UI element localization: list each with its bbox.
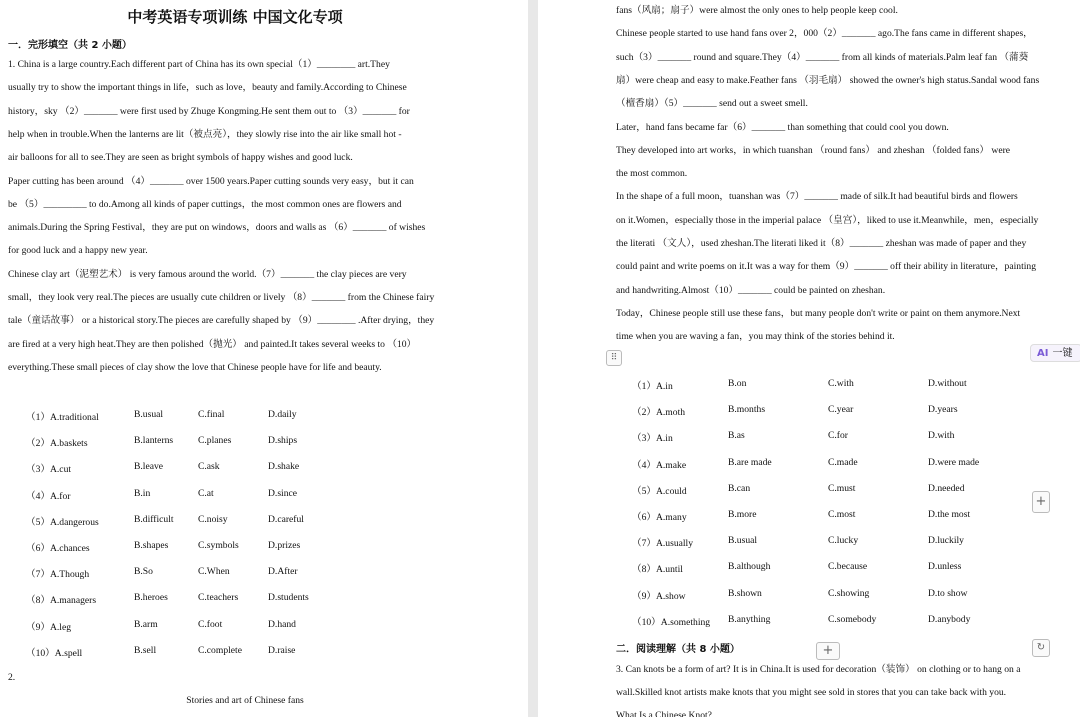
- option-item: （4）A.for: [26, 490, 71, 502]
- section-reading-heading: 二．阅读理解（共 8 小题）: [616, 644, 740, 655]
- text-line: tale（童话故事） or a historical story.The pieces are carefully shaped by （9）________ .After drying，they: [8, 315, 435, 327]
- text-line: be （5）_________ to do.Among all kinds of paper cuttings，the most common ones are flowers and: [8, 198, 402, 210]
- option-item: C.lucky: [828, 535, 859, 547]
- text-line: 3. Can knots be a form of art? It is in China.It is used for decoration（装饰） on clothing or to hang on a: [616, 664, 1021, 675]
- option-item: D.luckily: [928, 535, 964, 547]
- left-page: [0, 0, 528, 717]
- option-item: C.final: [198, 409, 225, 420]
- text-line: are fired at a very high heat.They are then polished（抛光） and painted.It takes several weeks to （10）: [8, 338, 417, 350]
- option-item: （9）A.show: [632, 590, 686, 602]
- side-add-button[interactable]: +: [1032, 491, 1050, 513]
- option-item: B.in: [134, 487, 151, 499]
- text-line: 扇）were cheap and easy to make.Feather fans （羽毛扇） showed the owner's high status.Sandal wood fans: [616, 74, 1040, 86]
- option-item: B.arm: [134, 618, 158, 630]
- option-item: （1）A.traditional: [26, 412, 99, 423]
- option-item: C.must: [828, 482, 856, 494]
- option-item: C.for: [828, 430, 848, 442]
- text-line: （檀香扇）（5）_______ send out a sweet smell.: [616, 98, 808, 110]
- option-item: B.months: [728, 404, 766, 416]
- option-item: C.year: [828, 404, 854, 416]
- option-item: B.heroes: [134, 592, 168, 604]
- add-block-button[interactable]: +: [816, 642, 840, 660]
- ai-assistant-button[interactable]: [1030, 344, 1080, 362]
- document-title: 中考英语专项训练 中国文化专项: [127, 8, 343, 26]
- option-item: C.at: [198, 487, 214, 499]
- text-line: air balloons for all to see.They are seen as bright symbols of happy wishes and good luck.: [8, 152, 353, 164]
- text-line: small，they look very real.The pieces are usually cute children or lively （8）_______ from the Chinese fairy: [8, 292, 435, 303]
- option-item: B.shown: [728, 587, 762, 599]
- text-line: for good luck and a happy new year.: [8, 245, 148, 257]
- option-item: （3）A.in: [632, 433, 673, 445]
- text-line: the most common.: [616, 168, 688, 180]
- question-2-number: 2.: [8, 672, 16, 683]
- option-item: B.on: [728, 378, 747, 389]
- text-line: wall.Skilled knot artists make knots that you might see sold in stores that you can take back with you.: [616, 687, 1007, 698]
- option-item: C.symbols: [198, 540, 239, 551]
- option-item: D.shake: [268, 461, 300, 473]
- option-item: （5）A.could: [632, 485, 687, 497]
- option-item: B.shapes: [134, 540, 169, 551]
- text-line: history，sky （2）_______ were first used by Zhuge Kongming.He sent them out to （3）_______ for: [8, 105, 410, 117]
- option-item: D.ships: [268, 435, 298, 447]
- option-item: C.noisy: [198, 513, 228, 525]
- option-item: C.planes: [198, 435, 232, 447]
- option-item: B.leave: [134, 461, 164, 473]
- text-line: Chinese clay art（泥塑艺术） is very famous around the world.（7）_______ the clay pieces are very: [8, 268, 407, 280]
- option-item: B.are made: [728, 456, 772, 468]
- option-item: C.foot: [198, 618, 223, 630]
- option-item: B.anything: [728, 613, 771, 625]
- ai-text: 一键: [1052, 348, 1073, 359]
- text-line: Chinese people started to use hand fans over 2，000（2）_______ ago.The fans came in different shapes，: [616, 28, 1033, 40]
- option-item: C.complete: [198, 644, 242, 656]
- option-item: （2）A.moth: [632, 407, 686, 419]
- option-item: D.careful: [268, 513, 304, 525]
- option-item: B.although: [728, 561, 771, 573]
- option-item: B.more: [728, 509, 757, 520]
- option-item: C.with: [828, 378, 854, 389]
- option-item: D.were made: [928, 456, 980, 468]
- option-item: （3）A.cut: [26, 464, 72, 476]
- text-line: fans（风扇；扇子）were almost the only ones to help people keep cool.: [616, 5, 898, 16]
- option-item: B.lanterns: [134, 435, 174, 447]
- option-item: D.with: [928, 430, 955, 442]
- option-item: （8）A.until: [632, 564, 683, 576]
- option-item: （5）A.dangerous: [26, 516, 99, 528]
- text-line: the literati （文人），used zheshan.The literati liked it（8）_______ zheshan was made of paper and they: [616, 238, 1027, 249]
- option-item: B.So: [134, 566, 153, 578]
- option-item: （9）A.leg: [26, 621, 72, 633]
- option-item: B.sell: [134, 644, 157, 656]
- option-item: （1）A.in: [632, 381, 673, 392]
- option-item: C.ask: [198, 461, 220, 473]
- option-item: （7）A.usually: [632, 538, 694, 550]
- corner-tool-icon[interactable]: ↻: [1032, 639, 1050, 657]
- text-line: and handwriting.Almost（10）_______ could be painted on zheshan.: [616, 284, 886, 296]
- option-item: （10）A.something: [632, 616, 711, 628]
- option-item: B.difficult: [134, 513, 174, 525]
- option-item: D.hand: [268, 618, 296, 630]
- option-item: C.When: [198, 566, 230, 578]
- option-item: B.as: [728, 430, 745, 442]
- text-line: animals.During the Spring Festival，they are put on windows，doors and walls as （6）_______ of wishes: [8, 222, 426, 234]
- option-item: D.since: [268, 487, 298, 499]
- option-item: D.After: [268, 566, 298, 578]
- option-item: D.years: [928, 404, 958, 416]
- option-item: D.anybody: [928, 613, 971, 625]
- text-line: 1. China is a large country.Each different part of China has its own special（1）________ art.They: [8, 59, 390, 70]
- text-line: help when in trouble.When the lanterns are lit（被点亮），they slowly rise into the air like small hot -: [8, 128, 402, 140]
- option-item: C.teachers: [198, 592, 239, 604]
- option-item: C.because: [828, 561, 868, 573]
- option-item: D.prizes: [268, 540, 301, 551]
- option-item: D.unless: [928, 561, 962, 573]
- option-item: C.made: [828, 456, 858, 468]
- option-item: B.usual: [728, 535, 758, 547]
- option-item: D.needed: [928, 482, 965, 494]
- option-item: （7）A.Though: [26, 569, 90, 581]
- section-cloze-heading: 一．完形填空（共 2 小题）: [8, 40, 132, 51]
- text-line: such（3）_______ round and square.They（4）_______ from all kinds of materials.Palm leaf fan （蒲葵: [616, 51, 1029, 63]
- option-item: D.without: [928, 378, 967, 389]
- text-line: on it.Women，especially those in the imperial palace （皇宫），liked to use it.Meanwhile，men，especially: [616, 214, 1039, 226]
- text-line: In the shape of a full moon，tuanshan was（7）_______ made of silk.It had beautiful birds and flowers: [616, 191, 1018, 203]
- option-item: B.can: [728, 482, 751, 494]
- option-item: D.to show: [928, 587, 968, 599]
- option-item: D.students: [268, 592, 309, 604]
- ai-label: AI: [1037, 348, 1049, 359]
- right-page: [538, 0, 1080, 717]
- option-item: （6）A.many: [632, 512, 687, 523]
- option-item: D.the most: [928, 509, 971, 520]
- option-item: C.most: [828, 509, 856, 520]
- text-line: Later，hand fans became far（6）_______ than something that could cool you down.: [616, 121, 949, 133]
- text-line: What Is a Chinese Knot?: [616, 710, 712, 717]
- option-item: （10）A.spell: [26, 647, 83, 659]
- text-line: usually try to show the important things in life，such as love，beauty and family.According to Chinese: [8, 82, 407, 94]
- option-item: C.showing: [828, 587, 870, 599]
- text-line: could paint and write poems on it.It was a way for them（9）_______ off their ability in literature，painting: [616, 261, 1036, 273]
- passage-2-title: Stories and art of Chinese fans: [186, 695, 304, 706]
- option-item: （8）A.managers: [26, 595, 97, 607]
- option-item: B.usual: [134, 409, 164, 420]
- option-item: C.somebody: [828, 613, 877, 625]
- text-line: They developed into art works，in which tuanshan （round fans） and zheshan （folded fans） were: [616, 144, 1011, 156]
- option-item: D.raise: [268, 644, 296, 656]
- option-item: D.daily: [268, 409, 297, 420]
- text-line: time when you are waving a fan，you may think of the stories behind it.: [616, 331, 895, 343]
- option-item: （2）A.baskets: [26, 438, 88, 450]
- text-line: Today，Chinese people still use these fans，but many people don't write or paint on them anymore.Next: [616, 307, 1021, 319]
- option-item: （6）A.chances: [26, 543, 90, 554]
- text-line: Paper cutting has been around （4）_______ over 1500 years.Paper cutting sounds very easy，but it can: [8, 175, 414, 187]
- drag-handle-icon[interactable]: ⠿: [606, 350, 622, 366]
- option-item: （4）A.make: [632, 459, 687, 471]
- text-line: everything.These small pieces of clay show the love that Chinese people have for life and beauty.: [8, 361, 382, 373]
